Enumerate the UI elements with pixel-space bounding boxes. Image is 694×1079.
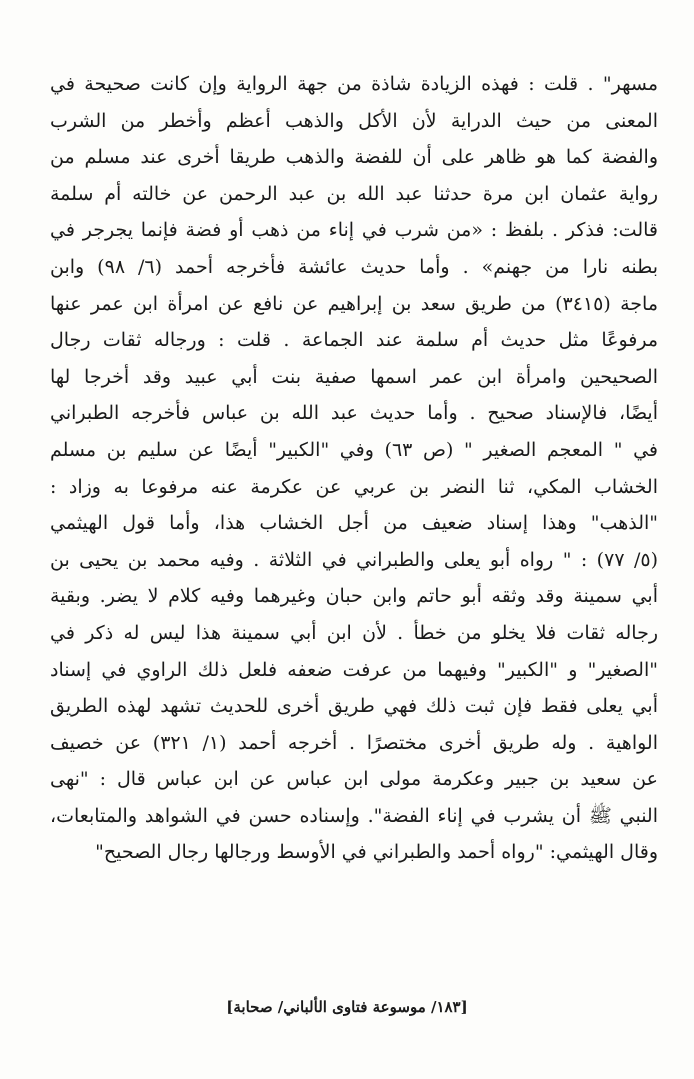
text-line: والفضة كما هو ظاهر على أن للفضة والذهب طريقا أخرى عند مسلم من: [50, 146, 658, 169]
text-line: (٥/ ٧٧) : " رواه أبو يعلى والطبراني في الثلاثة . وفيه محمد بن يحيى بن: [50, 548, 658, 571]
text-line: مسهر" . قلت : فهذه الزيادة شاذة من جهة الرواية وإن كانت صحيحة في: [50, 73, 658, 95]
text-line: الصحيحين وامرأة ابن عمر اسمها صفية بنت أبي عبيد وقد أخرجا لها: [50, 365, 658, 388]
text-line: أيضًا، فالإسناد صحيح . وأما حديث عبد الله بن عباس فأخرجه الطبراني: [50, 402, 658, 425]
text-line: النبي ﷺ أن يشرب في إناء الفضة". وإسناده حسن في الشواهد والمتابعات،: [50, 804, 658, 827]
text-line: أبي يعلى فقط فإن ثبت ذلك فهي طريق أخرى للحديث تشهد لهذه الطريق: [50, 695, 658, 718]
body-text: [50, 66, 658, 871]
text-line: مرفوعًا مثل حديث أم سلمة عند الجماعة . قلت : ورجاله ثقات رجال: [50, 329, 658, 352]
text-line: الخشاب المكي، ثنا النضر بن عربي عن عكرمة عنه مرفوعا به وزاد :: [50, 475, 658, 498]
page-footer: [١٨٣/ موسوعة فتاوى الألباني/ صحابة]: [226, 998, 468, 1016]
text-line: الواهية . وله طريق أخرى مختصرًا . أخرجه أحمد (١/ ٣٢١) عن خصيف: [50, 731, 658, 754]
text-line: عن سعيد بن جبير وعكرمة مولى ابن عباس عن ابن عباس قال : "نهى: [50, 768, 658, 791]
text-line: رواية عثمان ابن مرة حدثنا عبد الله بن عبد الرحمن عن خالته أم سلمة: [50, 182, 658, 205]
text-line: ماجة (٣٤١٥) من طريق سعد بن إبراهيم عن نافع عن امرأة ابن عمر عنها: [50, 292, 658, 315]
text-line: قالت: فذكر . بلفظ : «من شرب في إناء من ذهب أو فضة فإنما يجرجر في: [50, 219, 658, 242]
text-line: "الصغير" و "الكبير" وفيهما من عرفت ضعفه فلعل ذلك الراوي في إسناد: [50, 658, 658, 681]
text-line: بطنه نارا من جهنم» . وأما حديث عائشة فأخرجه أحمد (٦/ ٩٨) وابن: [50, 255, 658, 278]
text-line: وقال الهيثمي: "رواه أحمد والطبراني في الأوسط ورجالها رجال الصحيح": [95, 841, 658, 864]
text-line: المعنى من حيث الدراية لأن الأكل والذهب أعظم وأخطر من الشرب: [50, 109, 658, 132]
text-line: أبي سمينة وقد وثقه أبو حاتم وابن حبان وغيرهما وفيه كلام لا يضر. وبقية: [50, 585, 658, 608]
text-line: في " المعجم الصغير " (ص ٦٣) وفي "الكبير" أيضًا عن سليم بن مسلم: [50, 438, 658, 461]
text-line: رجاله ثقات فلا يخلو من خطأ . لأن ابن أبي سمينة هذا ليس له ذكر في: [50, 621, 658, 644]
text-line: "الذهب" وهذا إسناد ضعيف من أجل الخشاب هذا، وأما قول الهيثمي: [50, 512, 658, 535]
